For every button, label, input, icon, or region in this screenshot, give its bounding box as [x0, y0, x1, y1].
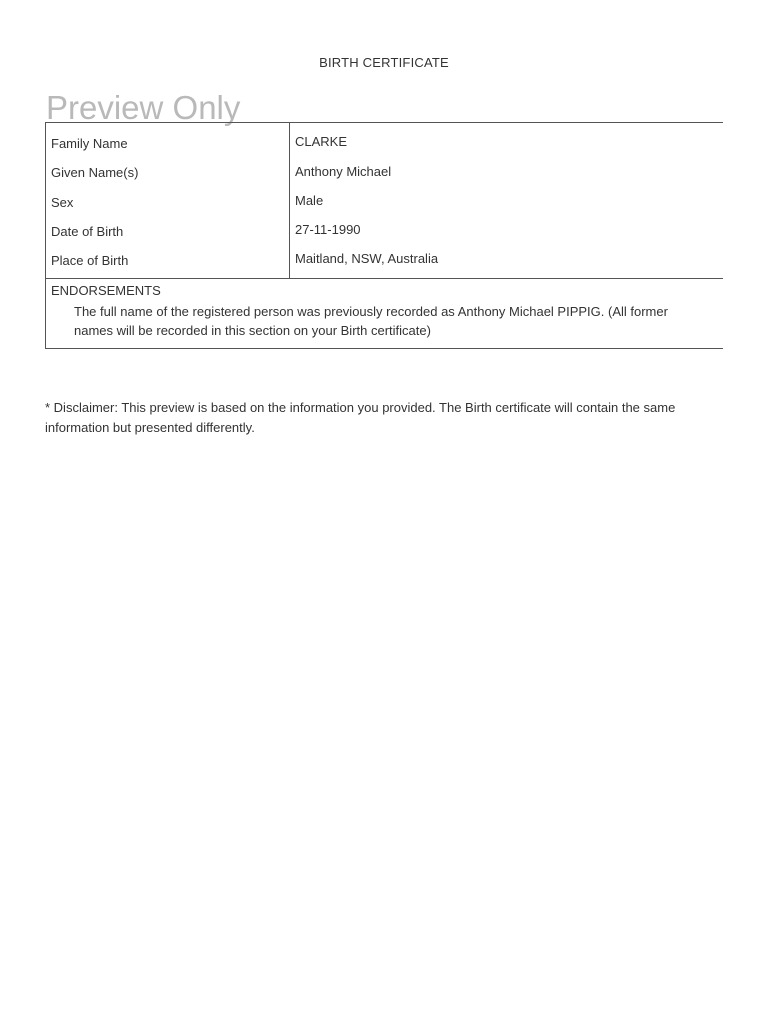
endorsements-text: The full name of the registered person was previously recorded as Anthony Michael PIPPIG. (All former names will be recorded in this section on your Birth certificate) — [74, 304, 668, 338]
sex-value: Male — [295, 193, 324, 208]
family-name-label: Family Name — [51, 136, 128, 151]
date-of-birth-value: 27-11-1990 — [295, 222, 361, 237]
place-of-birth-label: Place of Birth — [51, 253, 129, 268]
given-names-value: Anthony Michael — [295, 164, 392, 179]
disclaimer-text: * Disclaimer: This preview is based on the information you provided. The Birth certificate will contain the same information but presented differently. — [45, 400, 676, 435]
document-title: BIRTH CERTIFICATE — [319, 55, 449, 70]
family-name-value: CLARKE — [295, 134, 348, 149]
section-divider — [46, 278, 723, 279]
sex-label: Sex — [51, 195, 74, 210]
date-of-birth-label: Date of Birth — [51, 224, 124, 239]
endorsements-heading: ENDORSEMENTS — [51, 283, 161, 298]
preview-watermark: Preview Only — [46, 89, 241, 126]
place-of-birth-value: Maitland, NSW, Australia — [295, 251, 439, 266]
certificate-record-table — [45, 122, 723, 349]
given-names-label: Given Name(s) — [51, 165, 139, 180]
column-divider — [289, 123, 290, 278]
